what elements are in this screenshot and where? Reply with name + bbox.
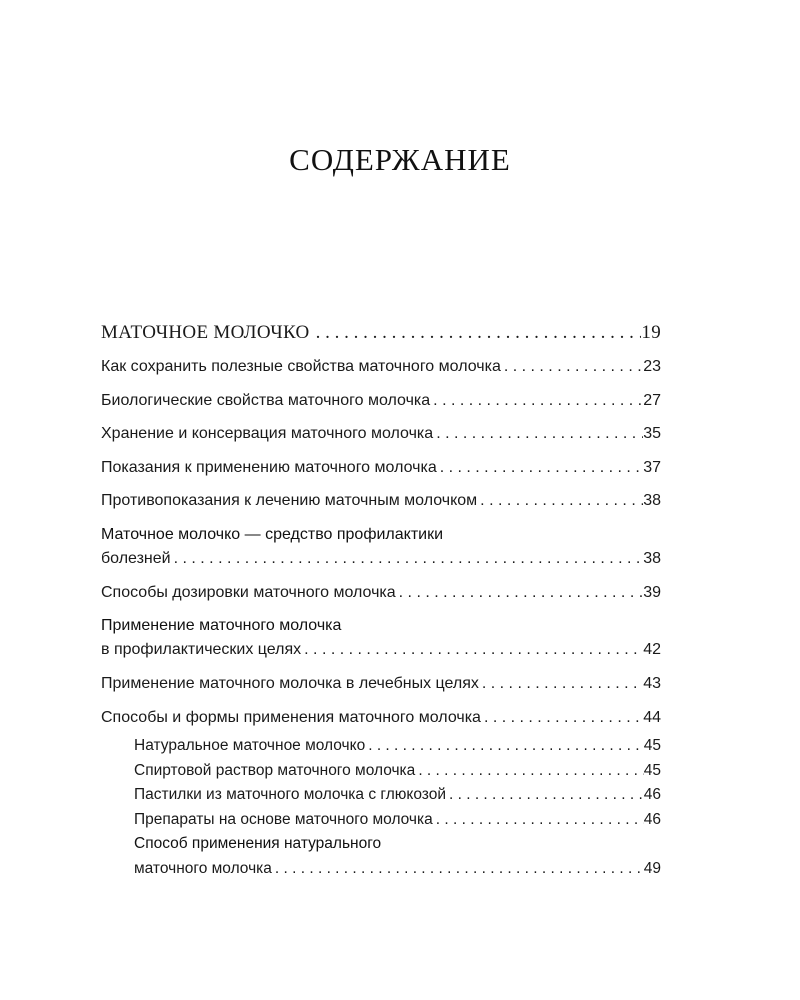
toc-entry[interactable] [101, 417, 661, 451]
toc-entry-title-line[interactable]: Применение маточного молочка [101, 617, 342, 634]
toc-subentry-title: Натуральное маточное молочко [134, 737, 366, 754]
dot-leader [310, 316, 642, 350]
toc-subentry[interactable] [101, 759, 661, 784]
toc-page-number: 43 [643, 675, 661, 692]
toc-page-number: 49 [643, 859, 661, 877]
dot-leader [301, 638, 643, 662]
toc-entry[interactable] [101, 350, 661, 384]
toc-entry-title: болезней [101, 549, 171, 567]
toc-subentry[interactable] [101, 783, 661, 808]
dot-leader [272, 857, 644, 882]
toc-page-number: 45 [643, 737, 661, 754]
toc-entry[interactable] [101, 484, 661, 518]
dot-leader [446, 783, 644, 808]
toc-subentry-title-line[interactable]: Способ применения натурального [134, 835, 382, 852]
toc-entry-title: Способы дозировки маточного молочка [101, 583, 396, 601]
toc-chapter[interactable] [101, 316, 661, 350]
dot-leader [479, 667, 643, 701]
toc-entry-title: Применение маточного молочка в лечебных целях [101, 675, 479, 692]
toc-subentry-title: Пастилки из маточного молочка с глюкозой [134, 786, 446, 803]
table-of-contents [101, 316, 661, 881]
dot-leader [430, 384, 643, 418]
toc-entry-title: Хранение и консервация маточного молочка [101, 425, 434, 442]
toc-page-number: 39 [643, 583, 661, 601]
dot-leader [477, 484, 643, 518]
toc-entry-title: Противопоказания к лечению маточным молочком [101, 492, 478, 509]
dot-leader [415, 759, 643, 784]
toc-subentry-title: Препараты на основе маточного молочка [134, 810, 433, 828]
toc-page-number: 35 [643, 425, 661, 442]
dot-leader [396, 576, 644, 610]
toc-subentry-title: маточного молочка [134, 859, 272, 877]
toc-page-number: 27 [643, 391, 661, 409]
page-title: СОДЕРЖАНИЕ [289, 142, 511, 177]
toc-page-number: 46 [643, 810, 661, 828]
dot-leader [481, 701, 643, 735]
toc-page-number: 44 [643, 708, 661, 726]
toc-entry-title: в профилактических целях [101, 641, 302, 658]
toc-chapter-title: МАТОЧНОЕ МОЛОЧКО [101, 322, 310, 343]
toc-page-number: 45 [643, 761, 661, 779]
toc-entry[interactable] [101, 451, 661, 485]
toc-entry[interactable] [101, 576, 661, 610]
toc-entry[interactable] [101, 384, 661, 418]
dot-leader [501, 350, 643, 384]
toc-page-number: 23 [643, 358, 661, 375]
toc-entry-title: Показания к применению маточного молочка [101, 458, 437, 476]
toc-entry-title-line[interactable]: Маточное молочко — средство профилактики [101, 525, 444, 543]
toc-page-number: 46 [643, 786, 661, 803]
toc-entry[interactable] [101, 547, 661, 571]
toc-entry[interactable] [101, 667, 661, 701]
toc-page-number: 38 [643, 549, 661, 567]
toc-subentry[interactable] [101, 808, 661, 833]
toc-page-number: 42 [643, 641, 661, 658]
dot-leader [365, 734, 644, 759]
dot-leader [437, 451, 643, 485]
dot-leader [171, 547, 644, 571]
dot-leader [433, 417, 643, 451]
toc-entry[interactable] [101, 638, 661, 662]
toc-entry-title: Как сохранить полезные свойства маточного молочка [101, 358, 501, 375]
toc-entry-title: Биологические свойства маточного молочка [101, 391, 431, 409]
toc-page-number: 37 [643, 458, 661, 476]
toc-page-number: 38 [643, 492, 661, 509]
dot-leader [433, 808, 644, 833]
toc-entry-title: Способы и формы применения маточного молочка [101, 708, 481, 726]
toc-subentry[interactable] [101, 857, 661, 882]
toc-subentry-title: Спиртовой раствор маточного молочка [134, 761, 416, 779]
toc-page-number: 19 [641, 322, 661, 343]
toc-subentry[interactable] [101, 734, 661, 759]
toc-entry[interactable] [101, 701, 661, 735]
